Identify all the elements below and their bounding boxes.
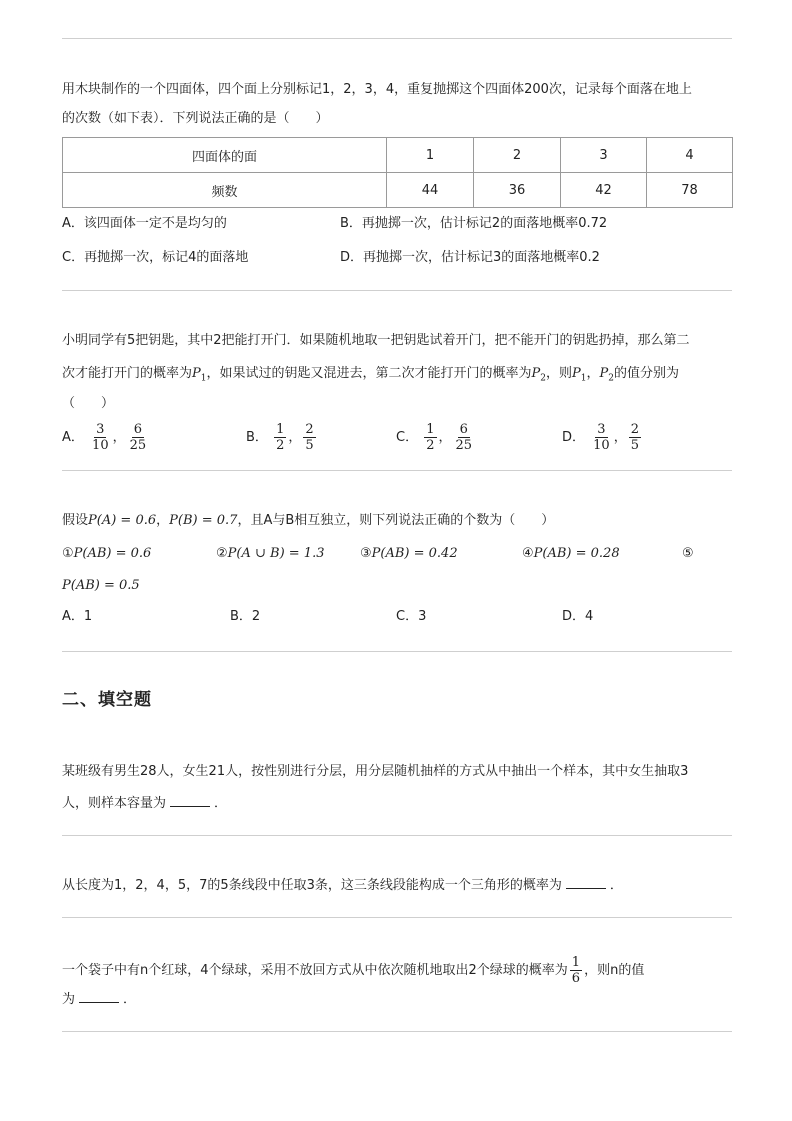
fraction — [424, 422, 436, 453]
q2-option-b[interactable] — [246, 422, 318, 453]
q1-stem-line1: 用木块制作的一个四面体，四个面上分别标记1，2，3，4，重复抛掷这个四面体200次，记录每个面落在地上 — [62, 82, 692, 97]
numerator: 6 — [459, 422, 468, 437]
table-header-cell: 4 — [647, 138, 733, 173]
q4-stem-line2 — [62, 794, 227, 814]
circled-number: ① — [62, 546, 74, 561]
table-cell: 频数 — [63, 173, 387, 208]
separator: ， — [112, 430, 126, 445]
p-symbol: P — [192, 366, 201, 381]
q2-text: ，则 — [546, 366, 573, 381]
q1-stem-line2: 的次数（如下表）．下列说法正确的是（ ） — [62, 111, 329, 126]
q2-text: ，如果试过的钥匙又混进去，第二次才能打开门的概率为 — [206, 366, 532, 381]
option-label: A． — [62, 430, 84, 445]
denominator: 2 — [276, 438, 285, 453]
math-pb: P(B) = 0.7 — [169, 513, 238, 528]
q2-option-a[interactable] — [62, 422, 150, 453]
p-symbol: P — [599, 366, 609, 381]
q2-text: ， — [586, 366, 600, 381]
q3-text: ，且A与B相互独立，则下列说法正确的个数为（ ） — [237, 513, 555, 528]
option-label: B． — [246, 430, 268, 445]
table-header-cell: 1 — [387, 138, 474, 173]
q3-stem — [62, 511, 554, 531]
fraction — [629, 422, 641, 453]
table-header-cell: 四面体的面 — [63, 138, 387, 173]
numerator: 2 — [305, 422, 314, 437]
denominator: 10 — [593, 438, 610, 453]
circled-number: ② — [216, 546, 228, 561]
subscript: 2 — [608, 373, 614, 384]
q3-text: ， — [156, 513, 170, 528]
math-statement: P(A ∪ B) = 1.3 — [227, 546, 325, 561]
numerator: 6 — [133, 422, 143, 437]
numerator: 3 — [597, 422, 606, 437]
fraction — [303, 422, 315, 453]
divider — [62, 1031, 732, 1032]
q1-option-b[interactable]: B．再抛掷一次，估计标记2的面落地概率0.72 — [340, 216, 608, 231]
math-pa: P(A) = 0.6 — [88, 513, 157, 528]
divider — [62, 917, 732, 918]
denominator: 25 — [129, 438, 147, 453]
q1-option-d[interactable]: D．再抛掷一次，估计标记3的面落地概率0.2 — [340, 250, 600, 265]
table-header-cell: 2 — [474, 138, 561, 173]
numerator: 1 — [276, 422, 285, 437]
q6-stem-line1 — [62, 955, 644, 986]
math-statement: P(AB) = 0.42 — [371, 546, 458, 561]
section-title: 二、填空题 — [62, 690, 152, 710]
q6-stem-line2 — [62, 990, 136, 1010]
divider — [62, 651, 732, 652]
subscript: 1 — [580, 373, 587, 384]
q2-option-d[interactable] — [562, 422, 643, 453]
answer-blank[interactable] — [566, 876, 606, 889]
divider — [62, 290, 732, 291]
frequency-table — [62, 137, 733, 208]
q1-option-a[interactable]: A．该四面体一定不是均匀的 — [62, 216, 227, 231]
math-statement: P(AB) = 0.5 — [62, 578, 140, 593]
q6-text: ． — [123, 992, 137, 1007]
q2-text: 的值分别为 — [614, 366, 680, 381]
table-cell: 44 — [387, 173, 474, 208]
denominator: 10 — [92, 438, 109, 453]
q6-text: 为 — [62, 992, 76, 1007]
circled-number: ④ — [522, 546, 534, 561]
q2-stem-line2 — [62, 364, 679, 389]
denominator: 2 — [426, 438, 435, 453]
circled-number: ③ — [360, 546, 372, 561]
math-statement: P(AB) = 0.6 — [73, 546, 152, 561]
q6-text: ，则n的值 — [584, 963, 645, 978]
answer-blank[interactable] — [79, 990, 119, 1003]
q3-option-d[interactable]: D．4 — [562, 609, 594, 624]
subscript: 2 — [540, 373, 546, 384]
q4-stem-line1: 某班级有男生28人，女生21人，按性别进行分层，用分层随机抽样的方式从中抽出一个样本，其中女生抽取3 — [62, 764, 689, 779]
option-label: D． — [562, 430, 586, 445]
denominator: 6 — [571, 971, 581, 986]
table-cell: 36 — [474, 173, 561, 208]
math-statement: P(AB) = 0.28 — [533, 546, 620, 561]
q3-statement-3 — [360, 544, 458, 564]
q3-statement-5 — [62, 576, 140, 596]
fraction — [570, 955, 582, 986]
q6-text: 一个袋子中有n个红球，4个绿球，采用不放回方式从中依次随机地取出2个绿球的概率为 — [62, 963, 568, 978]
option-label: C． — [396, 430, 419, 445]
denominator: 25 — [455, 438, 473, 453]
numerator: 1 — [426, 422, 435, 437]
p-symbol: P — [572, 366, 581, 381]
denominator: 5 — [305, 438, 314, 453]
top-divider — [62, 38, 732, 39]
divider — [62, 835, 732, 836]
q2-option-c[interactable] — [396, 422, 476, 453]
answer-blank[interactable] — [170, 794, 210, 807]
separator: ， — [288, 430, 302, 445]
q5-text: 从长度为1，2，4，5，7的5条线段中任取3条，这三条线段能构成一个三角形的概率为 — [62, 878, 562, 893]
table-header-cell: 3 — [561, 138, 647, 173]
q1-option-c[interactable]: C．再抛掷一次，标记4的面落地 — [62, 250, 249, 265]
fraction — [591, 422, 612, 453]
q2-stem-line1: 小明同学有5把钥匙，其中2把能打开门．如果随机地取一把钥匙试着开门，把不能开门的钥匙扔掉，那么第二 — [62, 333, 690, 348]
q3-statement-2 — [216, 544, 324, 564]
q2-text: 次才能打开门的概率为 — [62, 366, 193, 381]
q3-option-c[interactable]: C．3 — [396, 609, 427, 624]
q3-statement-5-mark: ⑤ — [682, 546, 694, 561]
q5-stem — [62, 876, 623, 896]
q3-option-a[interactable]: A．1 — [62, 609, 93, 624]
separator: ， — [613, 430, 627, 445]
q3-text: 假设 — [62, 513, 89, 528]
table-row — [63, 173, 733, 208]
separator: ， — [438, 430, 452, 445]
divider — [62, 470, 732, 471]
table-cell: 42 — [561, 173, 647, 208]
fraction — [274, 422, 286, 453]
p-symbol: P — [531, 366, 541, 381]
q4-text: 人，则样本容量为 — [62, 796, 167, 811]
q3-option-b[interactable]: B．2 — [230, 609, 261, 624]
q5-text: ． — [609, 878, 623, 893]
fraction — [90, 422, 111, 453]
denominator: 5 — [630, 438, 639, 453]
numerator: 1 — [571, 955, 581, 970]
q3-statement-1 — [62, 544, 151, 564]
numerator: 2 — [630, 422, 639, 437]
q4-text: ． — [214, 796, 228, 811]
fraction — [454, 422, 475, 453]
table-cell: 78 — [647, 173, 733, 208]
fraction — [128, 422, 149, 453]
subscript: 1 — [200, 373, 207, 384]
q2-stem-line3: （ ） — [62, 396, 115, 411]
q3-statement-4 — [522, 544, 620, 564]
table-header-row — [63, 138, 733, 173]
numerator: 3 — [96, 422, 105, 437]
